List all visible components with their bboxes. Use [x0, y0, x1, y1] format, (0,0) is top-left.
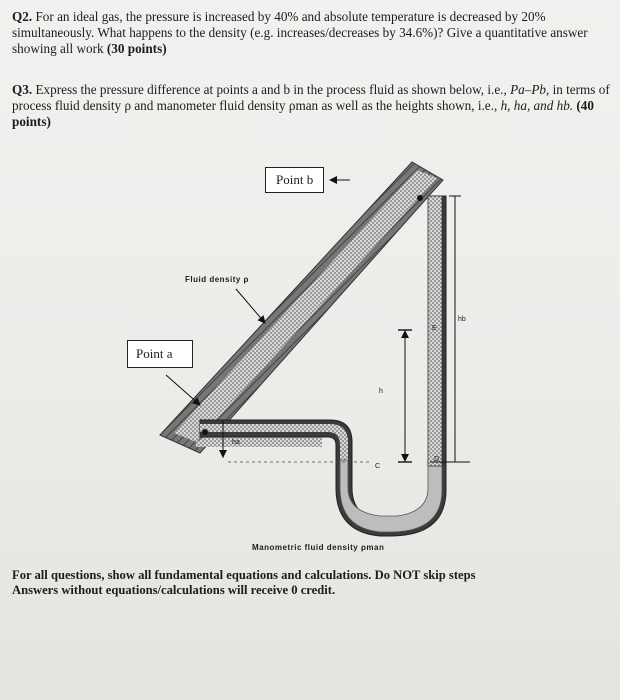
- fluid-density-leader: [236, 289, 265, 323]
- hb-label: hb: [458, 316, 466, 323]
- manometric-density-label: Manometric fluid density ρman: [252, 543, 385, 552]
- question-3-text-2: , in terms of process fluid density ρ and manometer fluid density ρman as well as the heights shown, i.e.,: [12, 82, 610, 113]
- point-a-dot: [202, 429, 208, 435]
- point-b-dot: [417, 195, 423, 201]
- point-a-leader: [166, 375, 200, 405]
- inclined-pipe-fluid: [174, 170, 437, 442]
- d-label: D: [434, 456, 440, 463]
- instructions-footer: [12, 568, 618, 598]
- question-2-text: For an ideal gas, the pressure is increased by 40% and absolute temperature is decreased by 20% simultaneously. What happens to the density (e.g. increases/decreases by 34.6%)? Give a quantitative answer showing all work: [12, 9, 588, 56]
- point-b-label: Point b: [265, 167, 324, 193]
- ha-label: ha: [232, 439, 240, 446]
- h-bottom-arrow: [401, 454, 409, 462]
- question-3-points: (40 points): [12, 98, 594, 129]
- question-3-number: Q3.: [12, 82, 33, 97]
- question-2-number: Q2.: [12, 9, 33, 24]
- footer-line-2: Answers without equations/calculations will receive 0 credit.: [12, 583, 336, 597]
- question-3-pa-pb: Pa–Pb: [510, 82, 546, 97]
- point-a-label: Point a: [127, 340, 193, 368]
- footer-line-1: For all questions, show all fundamental equations and calculations. Do NOT skip steps: [12, 568, 476, 582]
- question-3-text-1: Express the pressure difference at points a and b in the process fluid as shown below, i.e.,: [35, 82, 507, 97]
- e-label: E: [432, 325, 437, 332]
- ha-arrow: [219, 450, 227, 458]
- h-label: h: [379, 388, 383, 395]
- c-label: C: [375, 463, 381, 470]
- h-top-arrow: [401, 330, 409, 338]
- manometer-fluid: [340, 460, 442, 532]
- fluid-density-label: Fluid density ρ: [185, 275, 250, 284]
- question-2-points: (30 points): [106, 41, 167, 56]
- question-3-heights: h, ha, and hb.: [500, 98, 574, 113]
